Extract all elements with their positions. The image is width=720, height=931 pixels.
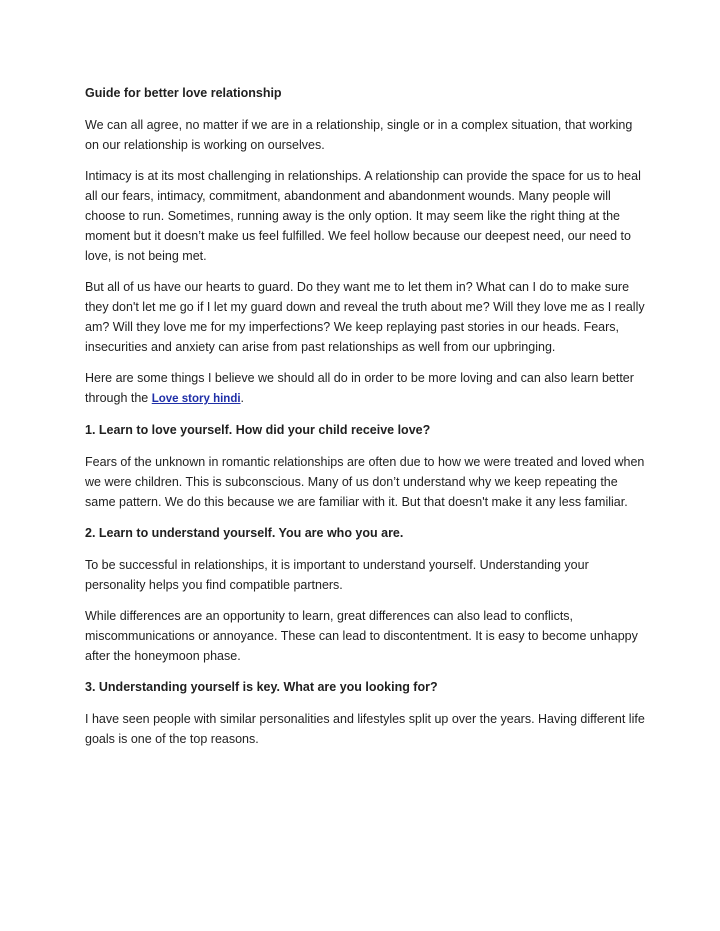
- paragraph-life-goals: I have seen people with similar personalities and lifestyles split up over the years. Having different life goals is one of the top reasons.: [85, 712, 645, 746]
- paragraph-intro: We can all agree, no matter if we are in a relationship, single or in a complex situation, that working on our relationship is working on ourselves.: [85, 118, 633, 152]
- paragraph-hearts: But all of us have our hearts to guard. Do they want me to let them in? What can I do to make sure they don't let me go if I let my guard down and reveal the truth about me? Will they love me as I really am? Will they love me for my imperfections? We keep replaying past stories in our heads. Fears, insecurities and anxiety can arise from past relationships as well from our upbringing.: [85, 280, 645, 354]
- paragraph-things-to-do-end: .: [240, 391, 245, 405]
- section-heading-3: 3. Understanding yourself is key. What are you looking for?: [85, 680, 438, 694]
- paragraph-differences: While differences are an opportunity to learn, great differences can also lead to conflicts, miscommunications or annoyance. These can lead to discontentment. It is easy to become unhappy after the honeymoon phase.: [85, 609, 638, 663]
- paragraph-things-to-do-text: Here are some things I believe we should all do in order to be more loving and can also learn better through the: [85, 371, 634, 405]
- section-heading-1: 1. Learn to love yourself. How did your child receive love?: [85, 423, 431, 437]
- paragraph-things-to-do: [85, 368, 645, 409]
- document-title: Guide for better love relationship: [85, 86, 282, 100]
- section-heading-2: 2. Learn to understand yourself. You are who you are.: [85, 526, 404, 540]
- paragraph-intimacy: Intimacy is at its most challenging in relationships. A relationship can provide the space for us to heal all our fears, intimacy, commitment, abandonment and abandonment wounds. Many people will choose to run. Sometimes, running away is the only option. It may seem like the right thing at the moment but it doesn’t make us feel fulfilled. We feel hollow because our deepest need, our need to love, is not being met.: [85, 169, 641, 263]
- paragraph-successful: To be successful in relationships, it is important to understand yourself. Understanding your personality helps you find compatible partners.: [85, 558, 589, 592]
- document-body: [85, 83, 645, 760]
- love-story-hindi-link[interactable]: Love story hindi: [151, 393, 241, 405]
- paragraph-fears: Fears of the unknown in romantic relationships are often due to how we were treated and loved when we were children. This is subconscious. Many of us don’t understand why we keep repeating the same pattern. We do this because we are familiar with it. But that doesn't make it any less familiar.: [85, 455, 645, 509]
